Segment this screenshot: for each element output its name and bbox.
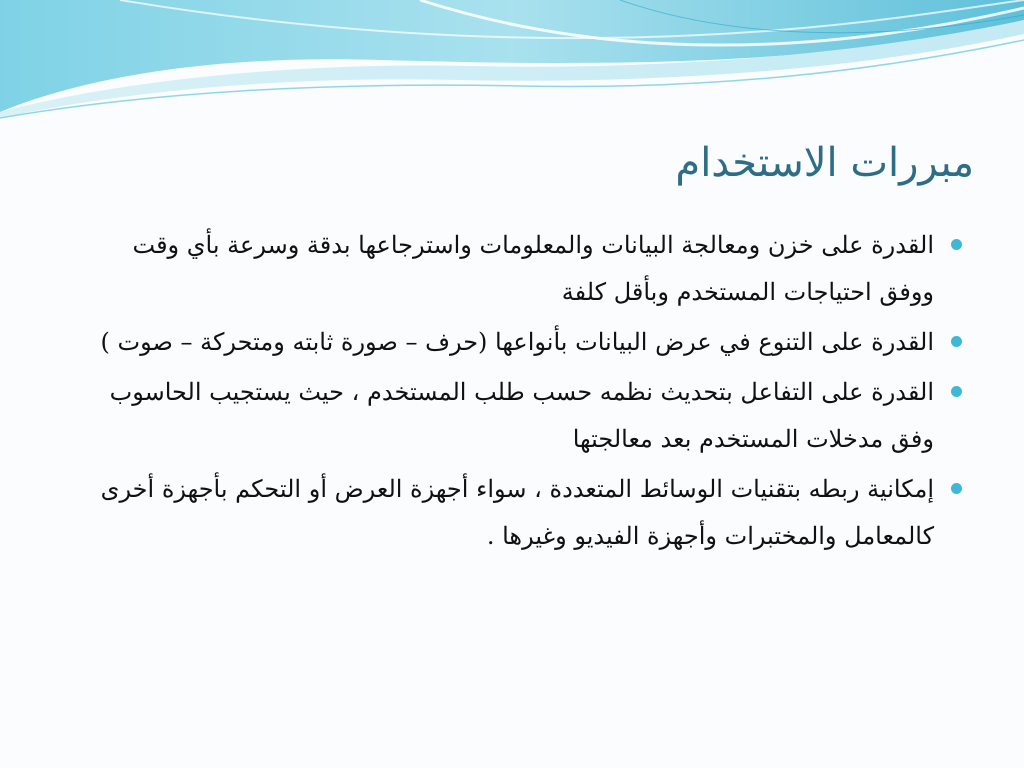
- header-wave-decoration: [0, 0, 1024, 130]
- bullet-dot-icon: [951, 336, 962, 347]
- bullet-item: [89, 222, 934, 316]
- bullet-dot-icon: [951, 386, 962, 397]
- bullet-dot-icon: [951, 483, 962, 494]
- bullet-item: [89, 466, 934, 560]
- bullet-text: القدرة على التفاعل بتحديث نظمه حسب طلب المستخدم ، حيث يستجيب الحاسوب وفق مدخلات المستخدم بعد معالجتها: [109, 378, 934, 453]
- bullet-list: [89, 222, 934, 563]
- bullet-text: القدرة على خزن ومعالجة البيانات والمعلومات واسترجاعها بدقة وسرعة بأي وقت ووفق احتياجات المستخدم وبأقل كلفة: [132, 231, 934, 306]
- bullet-dot-icon: [951, 239, 962, 250]
- bullet-text: القدرة على التنوع في عرض البيانات بأنواعها (حرف – صورة ثابته ومتحركة – صوت ): [100, 328, 934, 356]
- slide-title: مبررات الاستخدام: [675, 140, 974, 186]
- bullet-item: [89, 319, 934, 366]
- bullet-text: إمكانية ربطه بتقنيات الوسائط المتعددة ، سواء أجهزة العرض أو التحكم بأجهزة أخرى كالمعامل والمختبرات وأجهزة الفيديو وغيرها .: [100, 475, 934, 550]
- bullet-item: [89, 369, 934, 463]
